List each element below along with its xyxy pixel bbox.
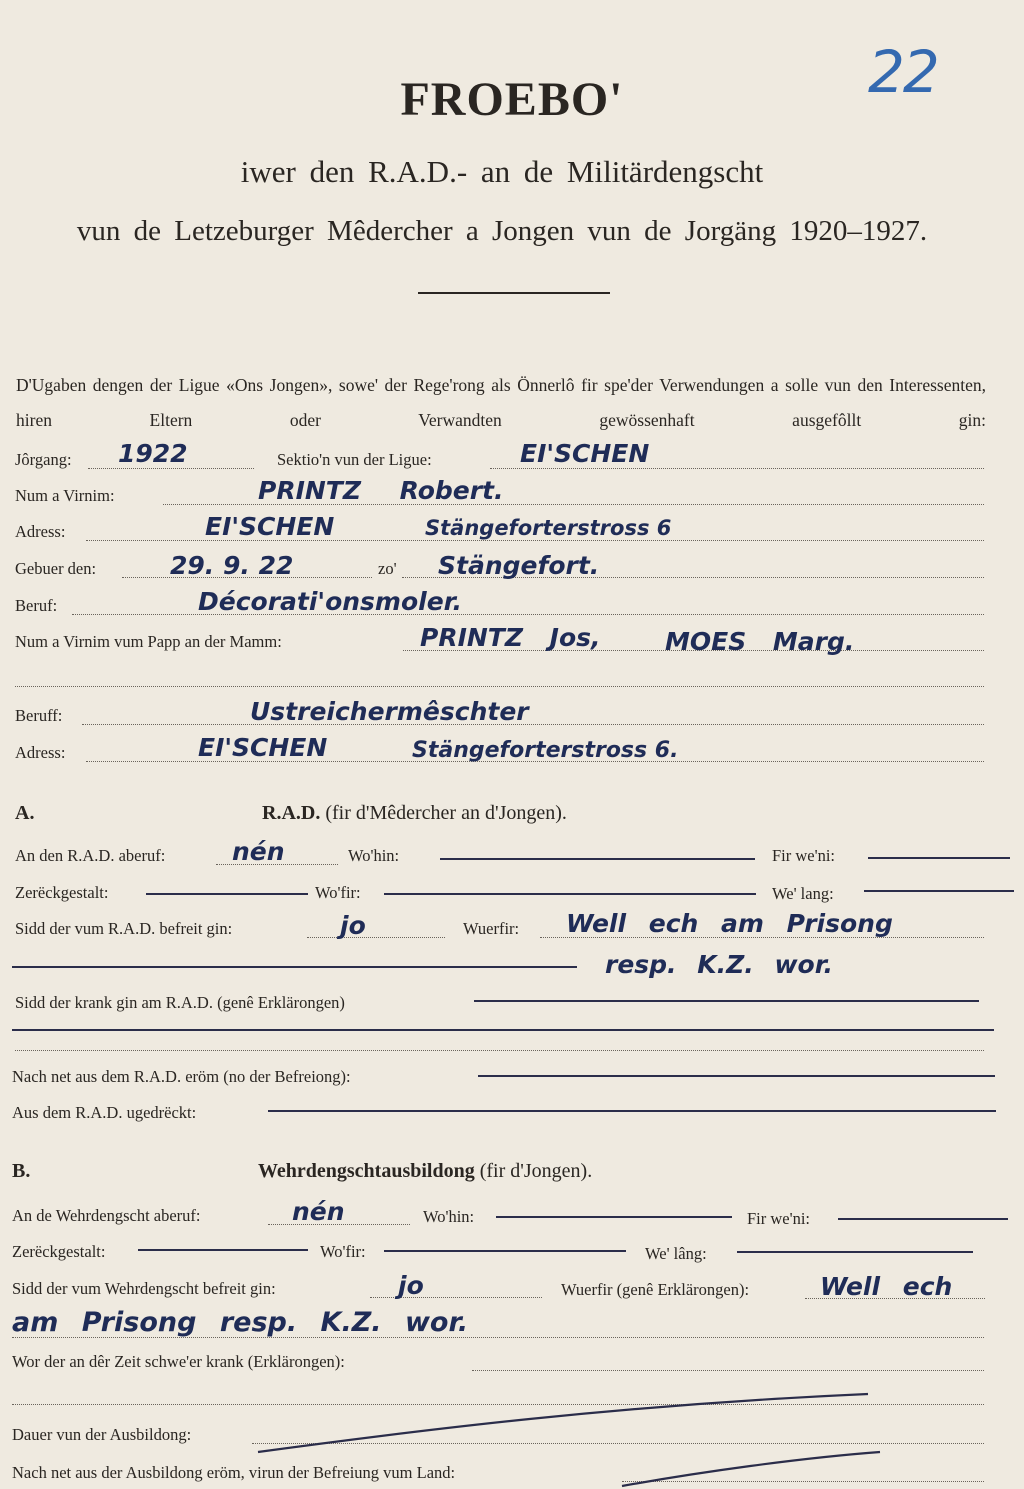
wd-fir-weni-field[interactable] [838, 1218, 1008, 1220]
wd-wohin-field[interactable] [496, 1216, 732, 1218]
wd-nach-field[interactable] [622, 1481, 984, 1482]
parent-job-value: Ustreichermêschter [250, 697, 529, 726]
rad-befreit-field[interactable] [307, 937, 445, 938]
parents-label: Num a Virnim vum Papp an der Mamm: [15, 632, 282, 651]
born-place-label: zo' [378, 559, 397, 578]
wd-wofir-label: Wo'fir: [320, 1242, 366, 1261]
intro-paragraph: D'Ugaben dengen der Ligue «Ons Jongen», sowe' der Rege'rong als Önnerlô fir spe'der Verwendungen a solle vun den Interessenten, hiren Eltern oder Verwandten gewössenhaft ausgefôllt gin: [16, 375, 986, 430]
rad-ugedreckt-label: Aus dem R.A.D. ugedrëckt: [12, 1103, 197, 1122]
section-b-heading [258, 1160, 592, 1183]
wd-fir-weni-label: Fir we'ni: [747, 1209, 811, 1228]
rad-ugedreckt-field[interactable] [268, 1110, 996, 1112]
section-a-heading [262, 802, 567, 825]
rad-welang-field[interactable] [864, 890, 1014, 892]
rad-krank-field-3[interactable] [15, 1050, 984, 1051]
wd-befreit-field[interactable] [370, 1297, 542, 1298]
jorgang-label: Jôrgang: [15, 450, 72, 469]
rad-nach-label: Nach net aus dem R.A.D. eröm (no der Befreiong): [12, 1067, 351, 1086]
section-a-letter: A. [15, 802, 35, 824]
wd-zereck-label: Zerëckgestalt: [12, 1242, 106, 1261]
rad-zereck-field[interactable] [146, 893, 308, 895]
wd-nach-label: Nach net aus der Ausbildong eröm, virun der Befreiung vum Land: [12, 1463, 456, 1482]
section-a-heading-rest: (fir d'Mêdercher an d'Jongen). [325, 802, 567, 824]
sektion-field[interactable] [490, 468, 984, 469]
jorgang-field[interactable] [88, 468, 254, 469]
born-label: Gebuer den: [15, 559, 97, 578]
parent-job-label: Beruff: [15, 706, 63, 725]
section-b-heading-bold: Wehrdengschtausbildong [258, 1160, 475, 1182]
wd-zereck-field[interactable] [138, 1249, 308, 1251]
rad-welang-label: We' lang: [772, 884, 834, 903]
section-a-heading-bold: R.A.D. [262, 802, 321, 824]
rad-wuerfir-value-1: Well ech am Prisong [566, 909, 893, 938]
wd-wuerfir-label: Wuerfir (genê Erklärongen): [561, 1280, 750, 1299]
father-name: PRINTZ Jos, [420, 623, 601, 652]
rad-nach-field[interactable] [478, 1075, 995, 1077]
mother-name: MOES Marg. [665, 627, 855, 656]
parents-field-extra[interactable] [15, 686, 984, 687]
form-subtitle: iwer den R.A.D.- an de Militärdengscht [240, 154, 764, 189]
form-subtitle-cohort: vun de Letzeburger Mêdercher a Jongen vun de Jorgäng 1920–1927. [76, 215, 928, 247]
parent-address-city: EI'SCHEN [198, 733, 328, 762]
rad-wuerfir-label: Wuerfir: [463, 919, 520, 938]
jorgang-value: 1922 [118, 439, 188, 468]
wd-krank-field-2[interactable] [12, 1404, 984, 1405]
address-label: Adress: [15, 522, 66, 541]
rad-wuerfir-field-2[interactable] [12, 966, 577, 968]
section-b-letter: B. [12, 1160, 31, 1182]
wd-dauer-label: Dauer vun der Ausbildong: [12, 1425, 192, 1444]
rad-krank-field[interactable] [474, 1000, 979, 1002]
wd-befreit-label: Sidd der vum Wehrdengscht befreit gin: [12, 1279, 276, 1298]
sektion-value: EI'SCHEN [520, 439, 650, 468]
rad-fir-weni-label: Fir we'ni: [772, 846, 836, 865]
title-divider [418, 292, 610, 294]
rad-wofir-label: Wo'fir: [315, 883, 361, 902]
wd-krank-field[interactable] [472, 1370, 984, 1371]
rad-wuerfir-value-2: resp. K.Z. wor. [605, 950, 833, 979]
wd-aberuf-value: nén [292, 1197, 345, 1226]
wd-welang-field[interactable] [737, 1251, 973, 1253]
wd-dauer-field[interactable] [252, 1443, 984, 1444]
address-street: Stängeforterstross 6 [425, 516, 672, 540]
born-place: Stängefort. [438, 551, 600, 580]
rad-befreit-value: jo [340, 911, 366, 940]
form-title: FROEBO' [400, 73, 624, 126]
wd-wuerfir-value-2: am Prisong resp. K.Z. wor. [12, 1307, 469, 1338]
rad-wohin-label: Wo'hin: [348, 846, 400, 865]
file-number-stamp: 22 [868, 38, 938, 106]
rad-fir-weni-field[interactable] [868, 857, 1010, 859]
job-label: Beruf: [15, 596, 58, 615]
name-value: PRINTZ Robert. [258, 476, 504, 505]
rad-wohin-field[interactable] [440, 858, 755, 860]
rad-aberuf-label: An den R.A.D. aberuf: [15, 846, 166, 865]
sektion-label: Sektio'n vun der Ligue: [277, 450, 432, 469]
parent-address-street: Stängeforterstross 6. [412, 738, 679, 763]
wd-welang-label: We' lâng: [645, 1244, 707, 1263]
rad-zereck-label: Zerëckgestalt: [15, 883, 109, 902]
job-value: Décorati'onsmoler. [198, 587, 462, 616]
wd-wohin-label: Wo'hin: [423, 1207, 475, 1226]
wd-aberuf-label: An de Wehrdengscht aberuf: [12, 1206, 201, 1225]
parent-address-label: Adress: [15, 743, 66, 762]
parent-job-field[interactable] [82, 724, 984, 725]
wd-wuerfir-value-1: Well ech [820, 1272, 953, 1301]
born-date: 29. 9. 22 [170, 551, 294, 580]
address-city: EI'SCHEN [205, 512, 335, 541]
rad-befreit-label: Sidd der vum R.A.D. befreit gin: [15, 919, 233, 938]
rad-krank-field-2[interactable] [12, 1029, 994, 1031]
wd-befreit-value: jo [398, 1271, 424, 1300]
rad-aberuf-value: nén [232, 837, 285, 866]
rad-krank-label: Sidd der krank gin am R.A.D. (genê Erklärongen) [15, 993, 345, 1012]
wd-wofir-field[interactable] [384, 1250, 626, 1252]
section-b-heading-rest: (fir d'Jongen). [479, 1160, 593, 1182]
name-label: Num a Virnim: [15, 486, 115, 505]
wd-krank-label: Wor der an dêr Zeit schwe'er krank (Erklärongen): [12, 1352, 345, 1371]
rad-wofir-field[interactable] [384, 893, 756, 895]
